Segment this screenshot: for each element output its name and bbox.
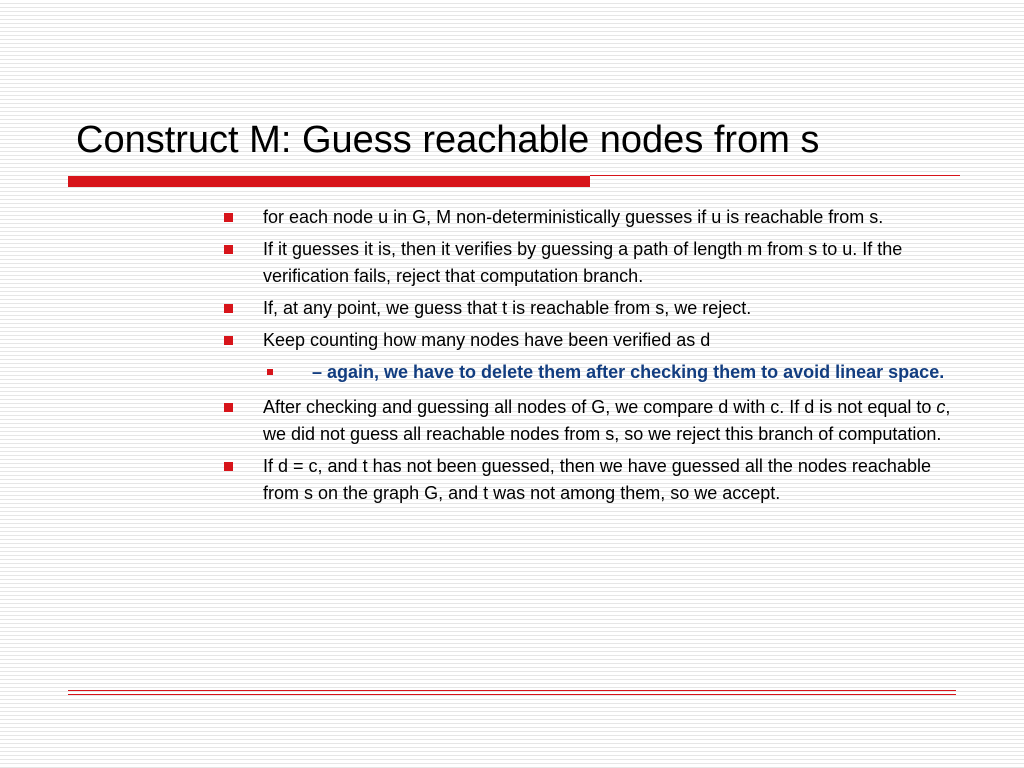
- bullet-text: If d = c, and t has not been guessed, then we have guessed all the nodes reachable from s on the graph G, and t was not among them, so we accept.: [263, 456, 931, 503]
- bullet-item: [218, 295, 958, 322]
- sub-bullet-item: [218, 359, 958, 386]
- bullet-text: If it guesses it is, then it verifies by guessing a path of length m from s to u. If the verification fails, reject that computation branch.: [263, 239, 903, 286]
- bullet-text-part: , we did not guess all reachable nodes from s, so we reject this branch of computation.: [263, 397, 951, 444]
- bullet-text-emphasis: c: [936, 397, 946, 417]
- bullet-item: [218, 204, 958, 231]
- bullet-item: [218, 394, 958, 448]
- bullet-item: [218, 327, 958, 354]
- title-accent-line: [590, 175, 960, 176]
- bullet-list: [218, 204, 958, 512]
- square-bullet-icon: [224, 336, 233, 345]
- sub-bullet-text: – again, we have to delete them after checking them to avoid linear space.: [312, 362, 945, 382]
- bullet-text: for each node u in G, M non-deterministically guesses if u is reachable from s.: [263, 207, 884, 227]
- square-bullet-icon: [224, 403, 233, 412]
- square-bullet-icon: [224, 462, 233, 471]
- bullet-item: [218, 236, 958, 290]
- square-bullet-icon: [224, 245, 233, 254]
- bullet-item: [218, 453, 958, 507]
- small-square-bullet-icon: [267, 369, 273, 375]
- slide-title: Construct M: Guess reachable nodes from s: [76, 119, 820, 161]
- square-bullet-icon: [224, 304, 233, 313]
- footer-divider: [68, 690, 956, 691]
- footer-divider: [68, 694, 956, 695]
- square-bullet-icon: [224, 213, 233, 222]
- bullet-text: Keep counting how many nodes have been verified as d: [263, 330, 711, 350]
- bullet-text-part: After checking and guessing all nodes of G, we compare d with c. If d is not equal to: [263, 397, 937, 417]
- bullet-text: If, at any point, we guess that t is reachable from s, we reject.: [263, 298, 752, 318]
- title-accent-bar: [68, 176, 590, 187]
- bullet-text: [263, 397, 950, 444]
